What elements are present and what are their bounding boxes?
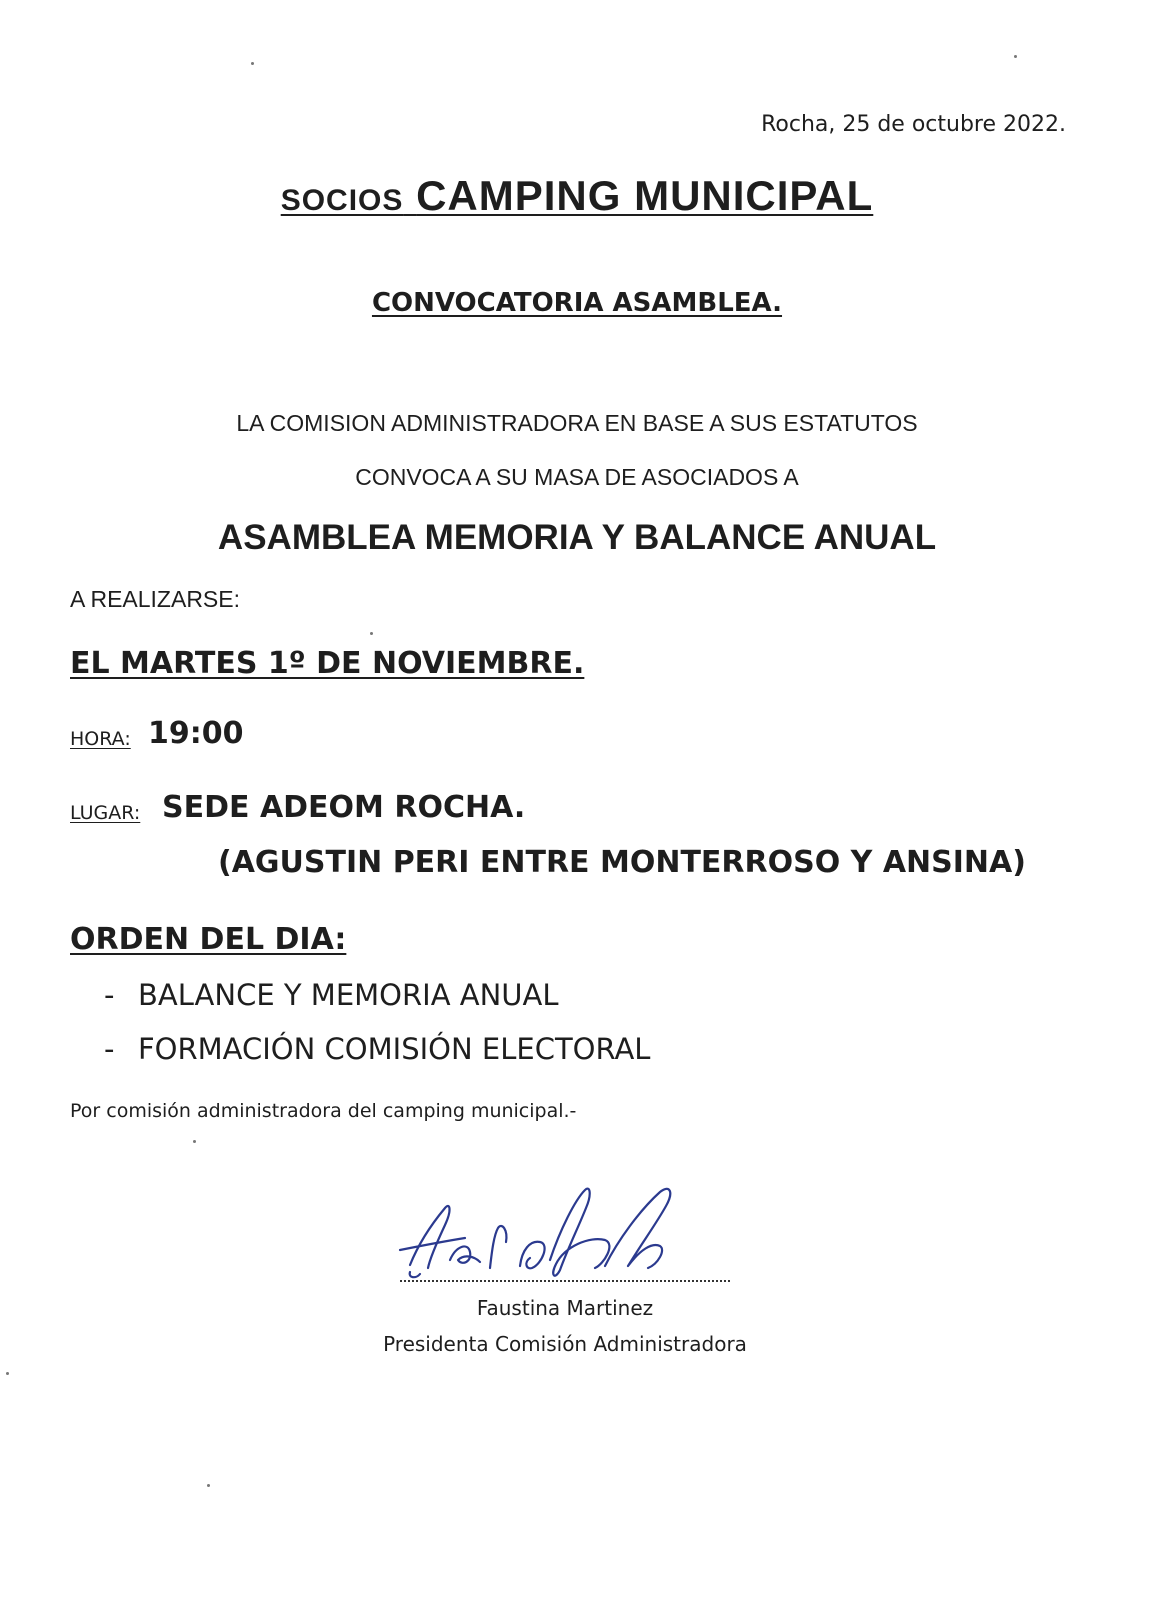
assembly-name: ASAMBLEA MEMORIA Y BALANCE ANUAL bbox=[217, 518, 937, 557]
bullet-dash: - bbox=[104, 978, 115, 1012]
lugar-label: LUGAR: bbox=[70, 802, 141, 824]
scan-speck bbox=[1014, 55, 1017, 58]
scan-speck bbox=[193, 1140, 196, 1143]
signature-line bbox=[400, 1280, 730, 1282]
club-title bbox=[0, 172, 1154, 220]
hora-label: HORA: bbox=[70, 728, 131, 750]
title-main: CAMPING MUNICIPAL bbox=[416, 172, 874, 219]
agenda-title: ORDEN DEL DIA: bbox=[70, 922, 347, 957]
subtitle: CONVOCATORIA ASAMBLEA. bbox=[371, 288, 783, 318]
scan-speck bbox=[251, 62, 254, 65]
realizarse-label: A REALIZARSE: bbox=[70, 586, 241, 612]
scan-speck bbox=[207, 1484, 210, 1487]
intro-line-2: CONVOCA A SU MASA DE ASOCIADOS A bbox=[355, 464, 799, 490]
agenda-item-text: FORMACIÓN COMISIÓN ELECTORAL bbox=[138, 1032, 651, 1066]
intro-line-1: LA COMISION ADMINISTRADORA EN BASE A SUS ESTATUTOS bbox=[236, 410, 918, 436]
signer-name: Faustina Martinez bbox=[476, 1296, 654, 1320]
signer-role: Presidenta Comisión Administradora bbox=[383, 1332, 747, 1356]
event-date: EL MARTES 1º DE NOVIEMBRE. bbox=[70, 646, 585, 681]
scan-speck bbox=[370, 632, 373, 635]
agenda-item-text: BALANCE Y MEMORIA ANUAL bbox=[138, 978, 559, 1012]
agenda-item bbox=[104, 1032, 650, 1066]
closing-line: Por comisión administradora del camping municipal.- bbox=[70, 1100, 577, 1122]
agenda-item bbox=[104, 978, 559, 1012]
address: (AGUSTIN PERI ENTRE MONTERROSO Y ANSINA) bbox=[218, 845, 1026, 880]
date-line: Rocha, 25 de octubre 2022. bbox=[761, 112, 1066, 137]
scan-speck bbox=[6, 1372, 9, 1375]
handwritten-signature bbox=[390, 1180, 740, 1285]
title-prefix: SOCIOS bbox=[280, 184, 404, 217]
hora-value: 19:00 bbox=[148, 716, 244, 751]
lugar-value: SEDE ADEOM ROCHA. bbox=[162, 790, 526, 825]
bullet-dash: - bbox=[104, 1032, 115, 1066]
